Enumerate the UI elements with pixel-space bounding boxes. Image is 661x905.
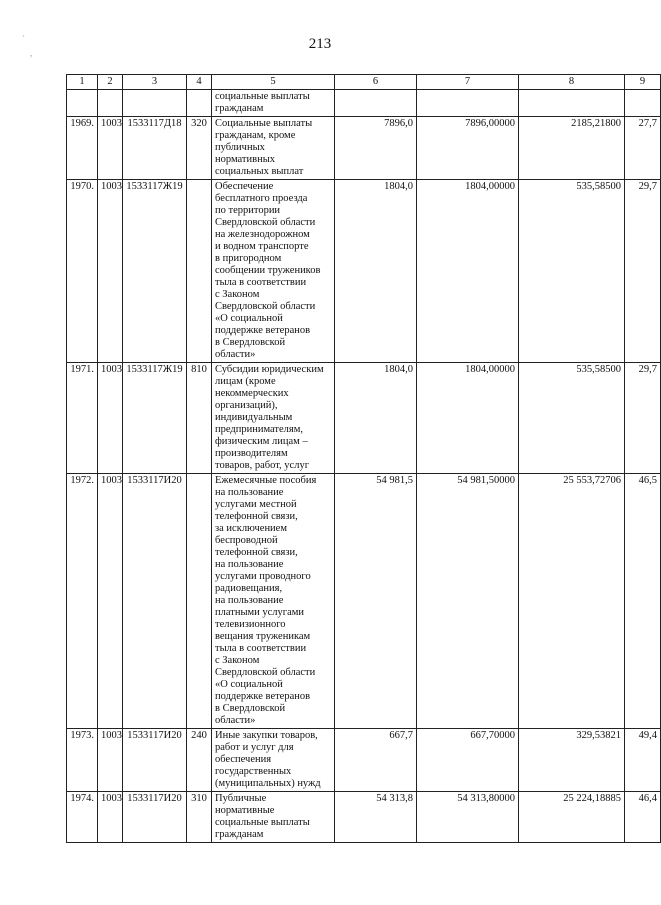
expense-type-cell xyxy=(187,180,212,363)
section-code-cell: 1003 xyxy=(98,474,123,729)
expense-type-cell: 310 xyxy=(187,792,212,843)
table-row xyxy=(67,792,661,843)
expense-type-cell: 240 xyxy=(187,729,212,792)
table-row xyxy=(67,474,661,729)
section-code-cell xyxy=(98,90,123,117)
item-name-cell: Социальные выплаты гражданам, кроме публичных нормативных социальных выплат xyxy=(212,117,335,180)
approved-amount-cell: 54 313,8 xyxy=(335,792,417,843)
executed-amount-cell: 535,58500 xyxy=(519,180,625,363)
section-code-cell: 1003 xyxy=(98,729,123,792)
column-header: 9 xyxy=(625,75,661,90)
amount-cell: 54 313,80000 xyxy=(417,792,519,843)
approved-amount-cell: 1804,0 xyxy=(335,180,417,363)
row-number-cell: 1973. xyxy=(67,729,98,792)
percent-cell: 29,7 xyxy=(625,180,661,363)
target-code-cell: 1533117И20 xyxy=(123,792,187,843)
target-code-cell xyxy=(123,90,187,117)
approved-amount-cell: 1804,0 xyxy=(335,363,417,474)
page-number: 213 xyxy=(308,36,332,52)
item-name-cell: Ежемесячные пособия на пользование услугами местной телефонной связи, за исключением беспроводной телефонной связи, на пользование услугами проводного радиовещания, на пользование платными услугами телевизионного вещания труженикам тыла в соответствии с Законом Свердловской области «О социальной поддержке ветеранов в Свердловской области» xyxy=(212,474,335,729)
percent-cell: 46,4 xyxy=(625,792,661,843)
item-name-cell: Публичные нормативные социальные выплаты гражданам xyxy=(212,792,335,843)
executed-amount-cell: 535,58500 xyxy=(519,363,625,474)
approved-amount-cell: 7896,0 xyxy=(335,117,417,180)
target-code-cell: 1533117Ж19 xyxy=(123,180,187,363)
column-header: 4 xyxy=(187,75,212,90)
expense-type-cell xyxy=(187,474,212,729)
budget-table xyxy=(66,74,661,843)
row-number-cell: 1972. xyxy=(67,474,98,729)
column-header: 5 xyxy=(212,75,335,90)
amount-cell: 7896,00000 xyxy=(417,117,519,180)
column-header: 8 xyxy=(519,75,625,90)
section-code-cell: 1003 xyxy=(98,363,123,474)
row-number-cell: 1969. xyxy=(67,117,98,180)
percent-cell: 29,7 xyxy=(625,363,661,474)
executed-amount-cell: 2185,21800 xyxy=(519,117,625,180)
amount-cell xyxy=(417,90,519,117)
item-name-cell: Обеспечение бесплатного проезда по территории Свердловской области на железнодорожном и водном транспорте в пригородном сообщении тружеников тыла в соответствии с Законом Свердловской области «О социальной поддержке ветеранов в Свердловской области» xyxy=(212,180,335,363)
executed-amount-cell: 25 553,72706 xyxy=(519,474,625,729)
target-code-cell: 1533117И20 xyxy=(123,474,187,729)
column-header: 3 xyxy=(123,75,187,90)
row-number-cell: 1974. xyxy=(67,792,98,843)
table-header-row xyxy=(67,75,661,90)
amount-cell: 1804,00000 xyxy=(417,363,519,474)
target-code-cell: 1533117Д18 xyxy=(123,117,187,180)
amount-cell: 1804,00000 xyxy=(417,180,519,363)
executed-amount-cell: 329,53821 xyxy=(519,729,625,792)
item-name-cell: социальные выплаты гражданам xyxy=(212,90,335,117)
table-row xyxy=(67,180,661,363)
target-code-cell: 1533117И20 xyxy=(123,729,187,792)
expense-type-cell: 320 xyxy=(187,117,212,180)
table-row xyxy=(67,363,661,474)
executed-amount-cell: 25 224,18885 xyxy=(519,792,625,843)
section-code-cell: 1003 xyxy=(98,117,123,180)
section-code-cell: 1003 xyxy=(98,792,123,843)
percent-cell: 49,4 xyxy=(625,729,661,792)
table-row xyxy=(67,729,661,792)
approved-amount-cell xyxy=(335,90,417,117)
section-code-cell: 1003 xyxy=(98,180,123,363)
approved-amount-cell: 54 981,5 xyxy=(335,474,417,729)
table-row xyxy=(67,117,661,180)
column-header: 7 xyxy=(417,75,519,90)
expense-type-cell: 810 xyxy=(187,363,212,474)
expense-type-cell xyxy=(187,90,212,117)
row-number-cell: 1971. xyxy=(67,363,98,474)
item-name-cell: Иные закупки товаров, работ и услуг для обеспечения государственных (муниципальных) нужд xyxy=(212,729,335,792)
amount-cell: 667,70000 xyxy=(417,729,519,792)
executed-amount-cell xyxy=(519,90,625,117)
percent-cell xyxy=(625,90,661,117)
amount-cell: 54 981,50000 xyxy=(417,474,519,729)
percent-cell: 46,5 xyxy=(625,474,661,729)
column-header: 1 xyxy=(67,75,98,90)
target-code-cell: 1533117Ж19 xyxy=(123,363,187,474)
row-number-cell: 1970. xyxy=(67,180,98,363)
scan-mark: ` xyxy=(22,34,25,44)
scan-mark: , xyxy=(30,48,33,58)
percent-cell: 27,7 xyxy=(625,117,661,180)
column-header: 6 xyxy=(335,75,417,90)
row-number-cell xyxy=(67,90,98,117)
approved-amount-cell: 667,7 xyxy=(335,729,417,792)
table-row xyxy=(67,90,661,117)
item-name-cell: Субсидии юридическим лицам (кроме некоммерческих организаций), индивидуальным предпринимателям, физическим лицам – производителям товаров, работ, услуг xyxy=(212,363,335,474)
column-header: 2 xyxy=(98,75,123,90)
